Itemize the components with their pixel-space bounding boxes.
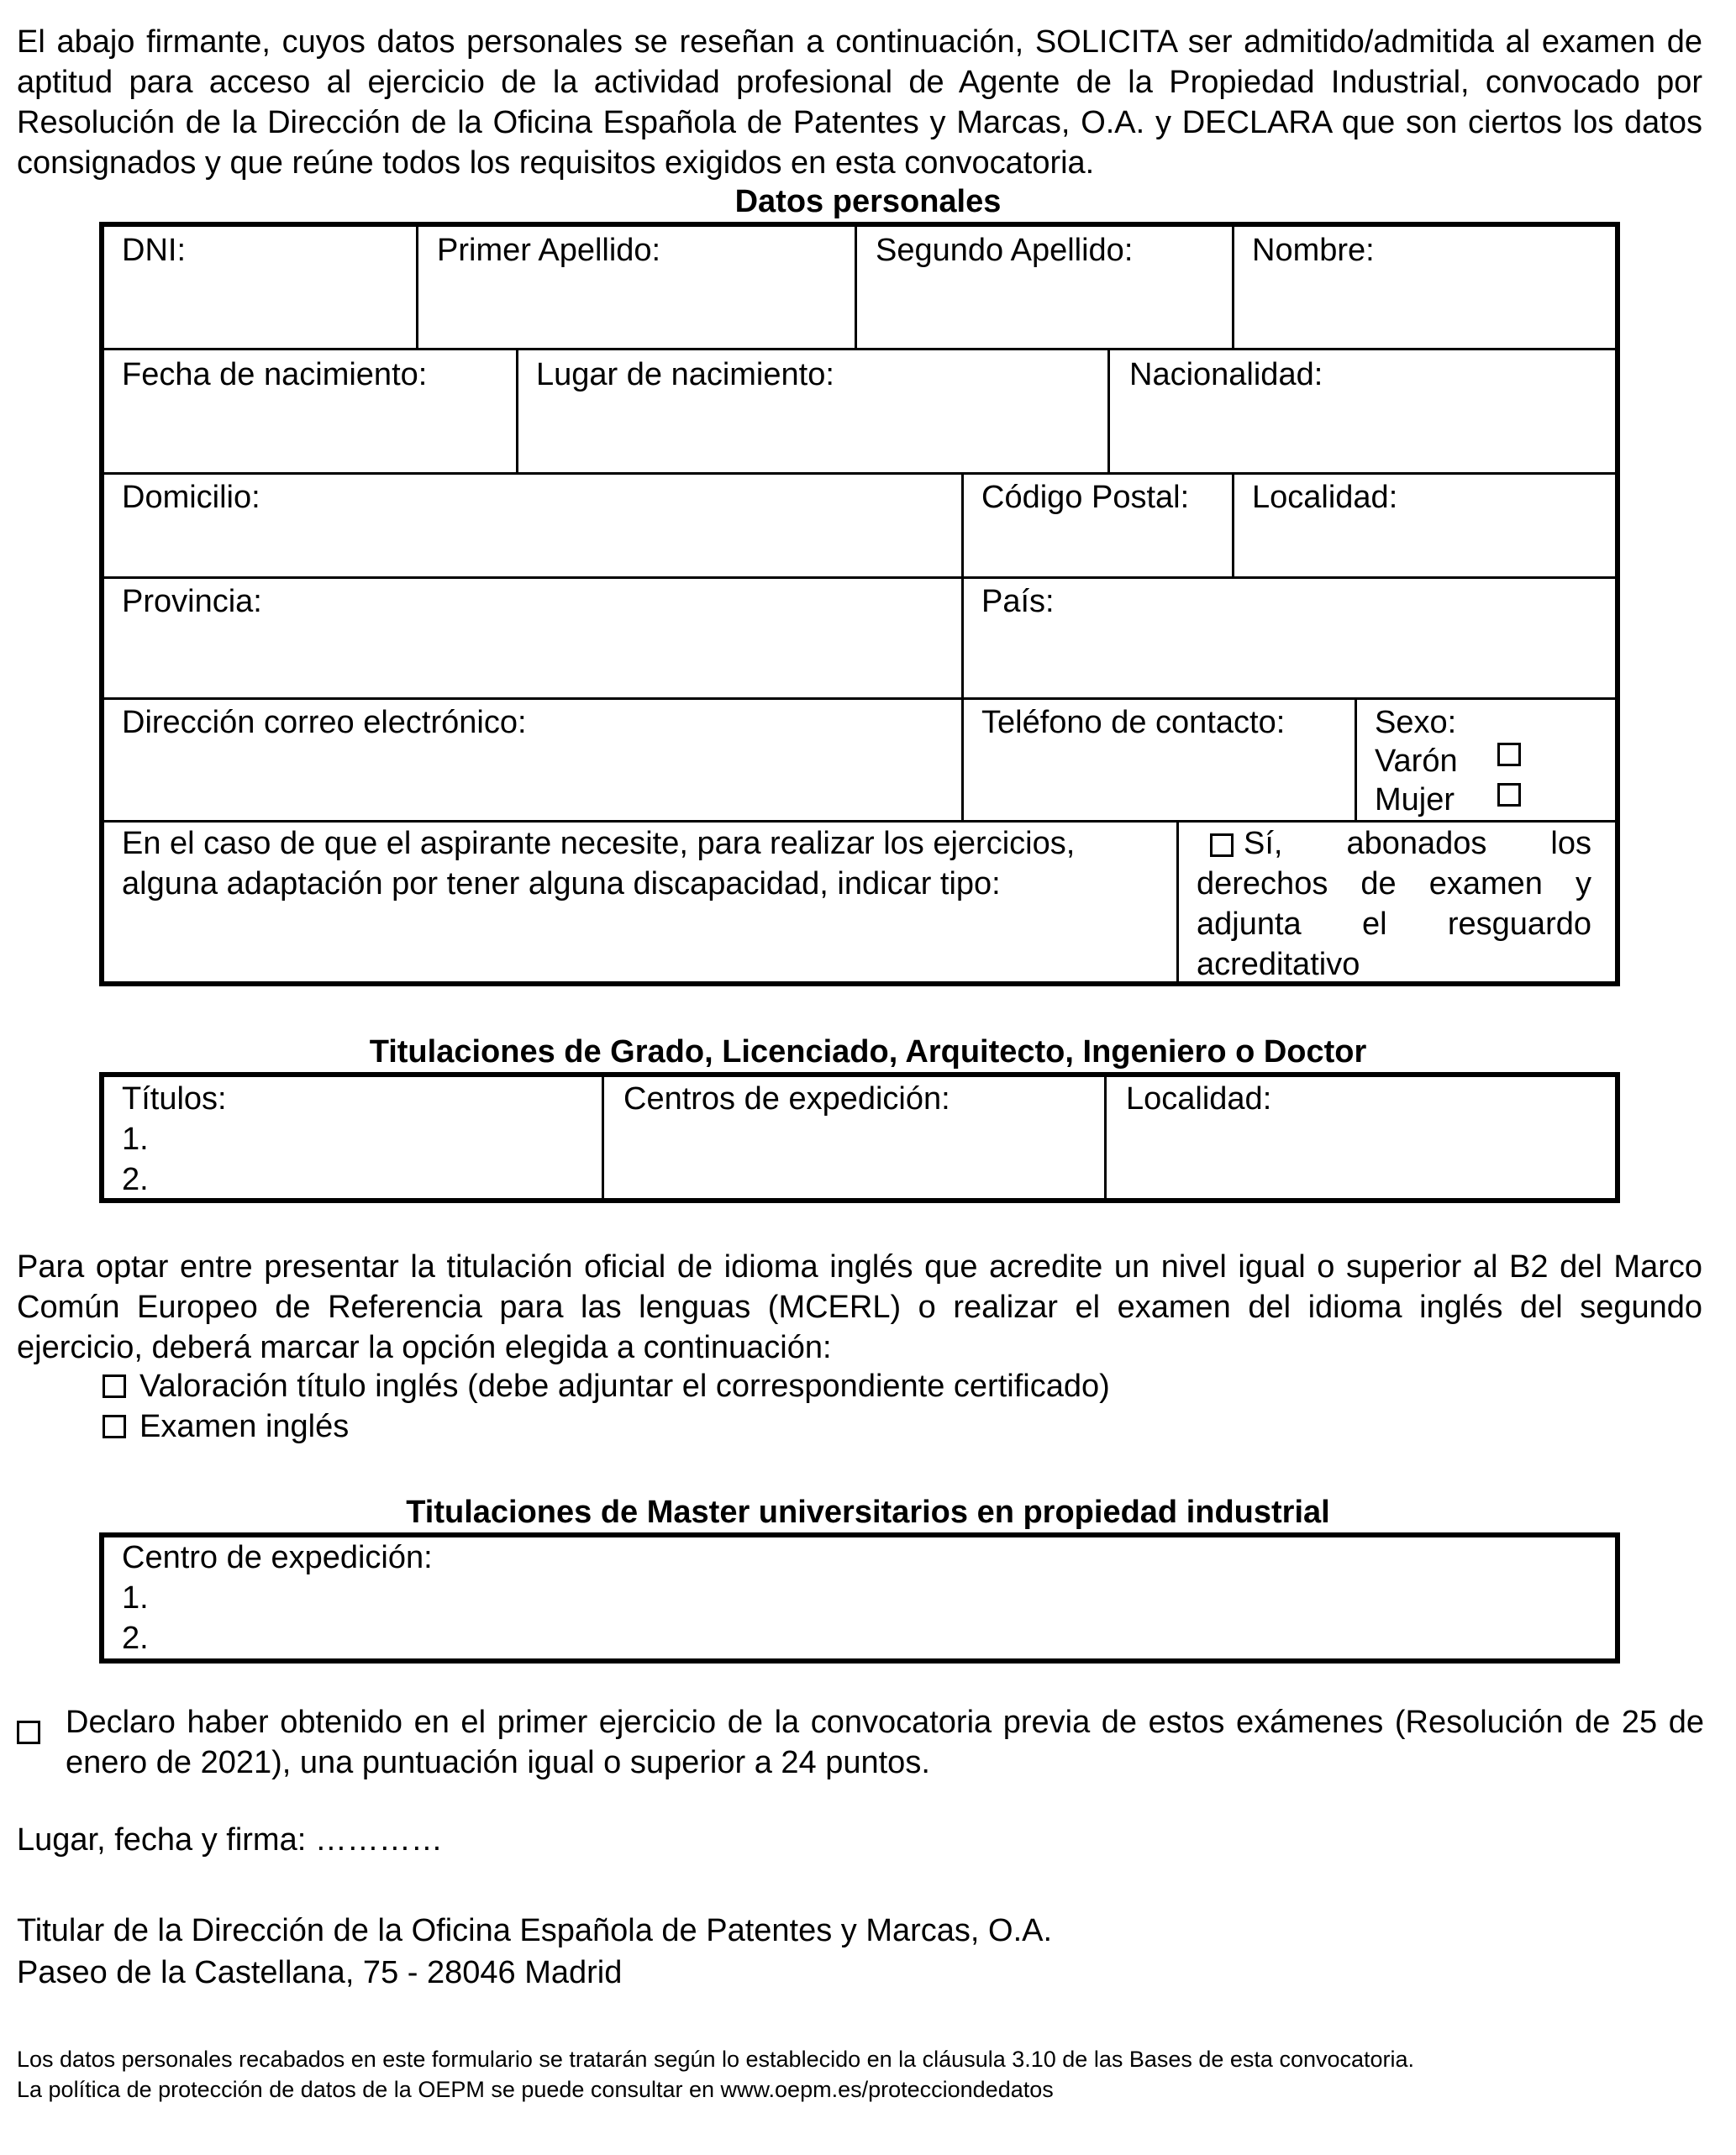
titular-line-1: Titular de la Dirección de la Oficina Española de Patentes y Marcas, O.A. [17,1913,1053,1948]
dni-field-label: DNI: [122,233,186,268]
ingles-paragraph: Para optar entre presentar la titulación oficial de idioma inglés que acredite un nivel igual o superior al B2 del Marco Común Europeo de Referencia para las lenguas (MCERL) o realizar el examen del idioma inglés del segundo ejercicio, deberá marcar la opción elegida a continuación: [17,1249,1702,1365]
nacionalidad-field-label: Nacionalidad: [1129,357,1323,392]
declaro-text: Declaro haber obtenido en el primer ejercicio de la convocatoria previa de estos exámenes (Resolución de 25 de enero de 2021), una puntuación igual o superior a 24 puntos. [66,1705,1704,1780]
mujer-checkbox[interactable] [1497,783,1521,807]
lugar-fecha-firma-label: Lugar, fecha y firma: ………… [17,1822,443,1858]
declaro-checkbox[interactable] [17,1721,40,1744]
grado-localidad-field-label: Localidad: [1126,1081,1272,1117]
grado-heading: Titulaciones de Grado, Licenciado, Arquitecto, Ingeniero o Doctor [369,1034,1367,1070]
varon-checkbox[interactable] [1497,743,1521,766]
personal-data-heading: Datos personales [734,184,1002,219]
titulos-field-label: Títulos: [122,1081,227,1117]
codigo-postal-field-label: Código Postal: [981,480,1190,515]
footer-line-2: La política de protección de datos de la OEPM se puede consultar en www.oepm.es/protecciondedatos [17,2077,1054,2102]
abonados-label: Sí, abonados los derechos de examen y adjunta el resguardo acreditativo [1197,826,1591,982]
segundo-apellido-field-label: Segundo Apellido: [876,233,1134,268]
provincia-field-label: Provincia: [122,584,262,619]
valoracion-titulo-ingles-checkbox[interactable] [103,1374,126,1398]
fecha-nacimiento-field-label: Fecha de nacimiento: [122,357,428,392]
valoracion-titulo-ingles-label: Valoración título inglés (debe adjuntar el correspondiente certificado) [139,1369,1110,1404]
primer-apellido-field-label: Primer Apellido: [437,233,661,268]
nombre-field-label: Nombre: [1252,233,1375,268]
centros-expedicion-field-label: Centros de expedición: [623,1081,950,1117]
varon-option-label: Varón [1375,744,1458,779]
adaptacion-field-label: En el caso de que el aspirante necesite, para realizar los ejercicios, alguna adaptación por tener alguna discapacidad, indicar tipo: [122,826,1076,901]
footer-line-1: Los datos personales recabados en este formulario se tratarán según lo establecido en la cláusula 3.10 de las Bases de esta convocatoria. [17,2047,1415,2072]
master-item-2: 2. [122,1621,149,1656]
master-item-1: 1. [122,1580,149,1616]
lugar-nacimiento-field-label: Lugar de nacimiento: [536,357,834,392]
master-centro-field-label: Centro de expedición: [122,1540,433,1575]
titulos-item-1: 1. [122,1122,149,1157]
domicilio-field-label: Domicilio: [122,480,260,515]
titulos-item-2: 2. [122,1162,149,1197]
localidad-field-label: Localidad: [1252,480,1398,515]
email-field-label: Dirección correo electrónico: [122,705,527,740]
telefono-field-label: Teléfono de contacto: [981,705,1286,740]
mujer-option-label: Mujer [1375,782,1455,817]
examen-ingles-checkbox[interactable] [103,1415,126,1438]
examen-ingles-label: Examen inglés [139,1409,350,1444]
intro-paragraph: El abajo firmante, cuyos datos personales se reseñan a continuación, SOLICITA ser admitido/admitida al examen de aptitud para acceso al ejercicio de la actividad profesional de Agente de la Propiedad Industrial, convocado por Resolución de la Dirección de la Oficina Española de Patentes y Marcas, O.A. y DECLARA que son ciertos los datos consignados y que reúne todos los requisitos exigidos en esta convocatoria. [17,24,1702,181]
titular-line-2: Paseo de la Castellana, 75 - 28046 Madrid [17,1955,623,1990]
master-heading: Titulaciones de Master universitarios en propiedad industrial [406,1495,1330,1530]
sexo-label: Sexo: [1375,705,1457,740]
pais-field-label: País: [981,584,1055,619]
